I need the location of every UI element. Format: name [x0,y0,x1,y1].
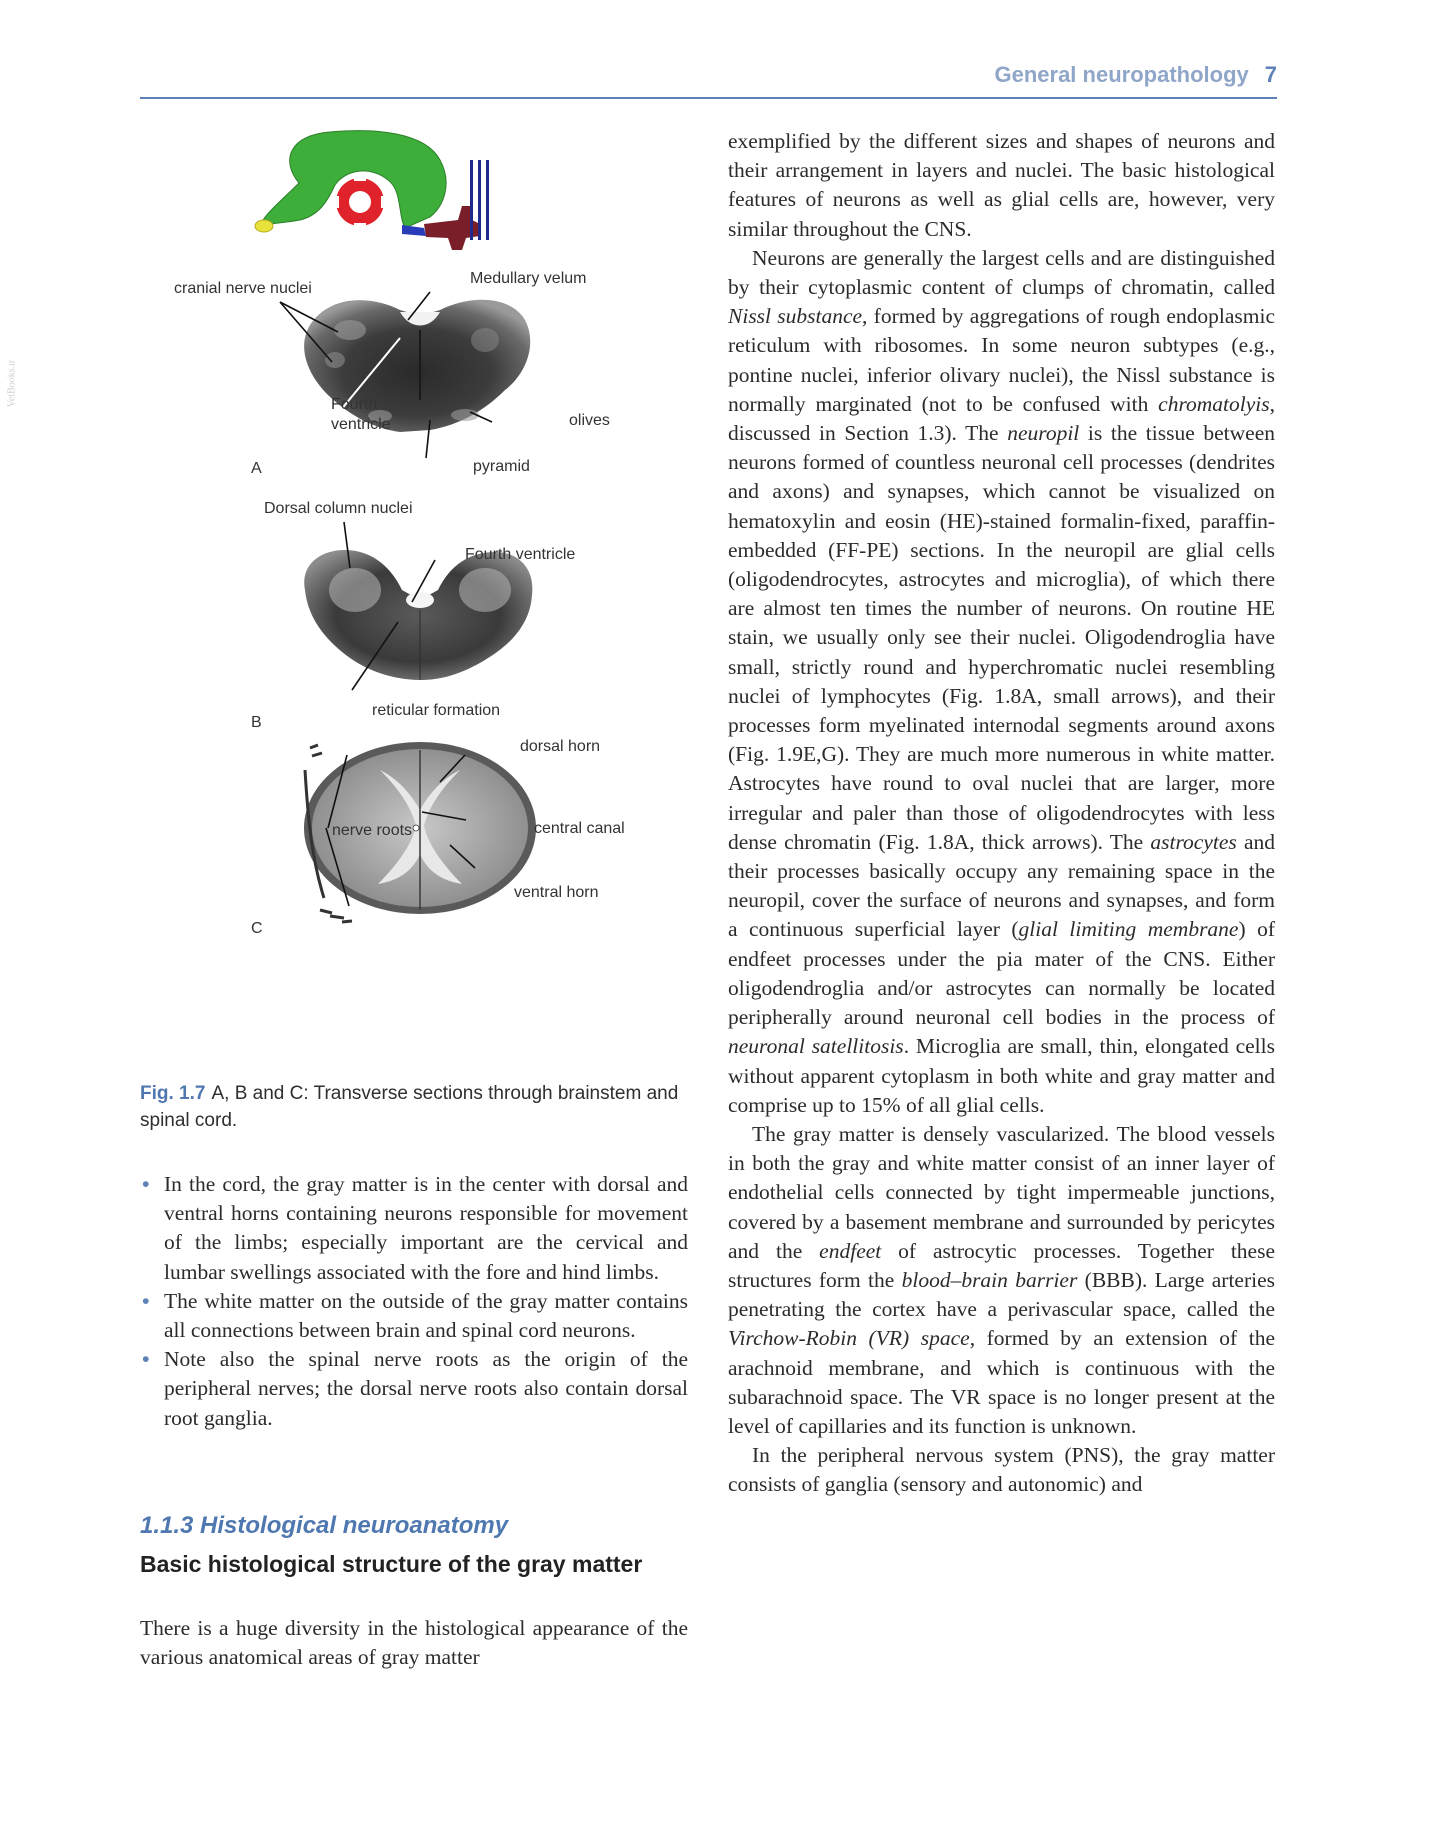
label-medullary-velum: Medullary velum [470,270,587,287]
bullet-item [140,1345,688,1433]
section-b-image [304,550,532,680]
bullet-text: The white matter on the outside of the gray matter contains all connections between brain and spinal cord neurons. [164,1288,688,1343]
left-paragraph: There is a huge diversity in the histological appearance of the various anatomical areas of gray matter [140,1616,688,1670]
panel-label-a: A [251,460,262,477]
label-fourth-ventricle-a-line2: ventricle [331,416,391,433]
watermark-text: VetBooks.ir [6,359,18,408]
running-header-title: General neuropathology [994,62,1249,87]
bullet-list [140,1170,688,1433]
right-column [728,127,1275,1500]
p3-text-d: , formed by an extension of the arachnoid membrane, and which is continuous with the subarachnoid space. The VR space is no longer present at the level of capillaries and its function is unknown. [728,1326,1275,1438]
p2-text-a: Neurons are generally the largest cells and are distinguished by their cytoplasmic content of clumps of chromatin, called [728,245,1275,300]
paragraph-3 [728,1120,1275,1441]
paragraph-1: exemplified by the different sizes and shapes of neurons and their arrangement in layers and nuclei. The basic histological features of neurons as well as glial cells are, however, very similar throughout the CNS. [728,129,1275,241]
watermark [2,346,18,426]
term-blood-brain-barrier: blood–brain barrier [901,1267,1078,1292]
label-nerve-roots: nerve roots [332,822,413,839]
p3-text-a: The gray matter is densely vascularized. The blood vessels in both the gray and white matter consist of an inner layer of endothelial cells connected by tight impermeable junctions, covered by a basement membrane and surrounded by pericytes and the [728,1121,1275,1263]
p3-text-c: (BBB). Large arteries penetrating the cortex have a perivascular space, called the [728,1267,1275,1322]
p2-text-e: and their processes basically occupy any remaining space in the neuropil, cover the surface of neurons and synapses, and form a continuous superficial layer ( [728,829,1275,942]
figure-caption [140,1080,700,1134]
page-number: 7 [1264,62,1277,87]
label-dorsal-column-nuclei: Dorsal column nuclei [264,500,413,517]
panel-label-c: C [251,920,263,937]
term-neuropil: neuropil [1007,421,1080,446]
paragraph-4: In the peripheral nervous system (PNS), the gray matter consists of ganglia (sensory and autonomic) and [728,1443,1275,1497]
p2-text-c: , discussed in Section 1.3). The [728,391,1275,446]
bullet-text: Note also the spinal nerve roots as the origin of the peripheral nerves; the dorsal nerve roots also contain dorsal root ganglia. [164,1347,688,1430]
brainstem-schematic [255,131,489,250]
figure-number: Fig. 1.7 [140,1083,206,1104]
bullet-icon: • [142,1172,150,1196]
red-ring [333,175,387,229]
p2-text-g: . Microglia are small, thin, elongated cells without apparent cytoplasm in both white and gray matter and comprise up to 15% of all glial cells. [728,1034,1275,1117]
label-central-canal: central canal [534,820,625,837]
bullet-icon: • [142,1347,150,1372]
label-cranial-nerve-nuclei: cranial nerve nuclei [174,280,312,297]
label-reticular-formation: reticular formation [372,702,501,719]
term-neuronal-satellitosis: neuronal satellitosis [728,1034,904,1059]
figure-illustration [140,120,700,1070]
label-pyramid: pyramid [473,458,530,475]
subsection-heading: Basic histological structure of the gray matter [140,1551,643,1577]
panel-label-b: B [251,714,262,731]
figure-1-7 [140,120,700,1070]
p3-text-b: of astrocytic processes. Together these structures form the [728,1238,1276,1292]
bullet-item [140,1170,688,1287]
term-glial-limiting-membrane: glial limiting membrane [1018,917,1239,942]
figure-caption-text: A, B and C: Transverse sections through brainstem and spinal cord. [140,1083,679,1131]
paragraph-2 [728,244,1275,1120]
term-chromatolysis: chromatolyis [1158,391,1270,416]
label-dorsal-horn: dorsal horn [520,738,601,755]
bullet-text: In the cord, the gray matter is in the center with dorsal and ventral horns containing neurons responsible for movement of the limbs; especially important are the cervical and lumbar swellings associated with the fore and hind limbs. [164,1172,688,1284]
term-nissl-substance: Nissl substance [728,304,863,329]
section-heading: 1.1.3 Histological neuroanatomy [140,1512,509,1539]
label-ventral-horn: ventral horn [514,884,599,901]
p2-text-b: , formed by aggregations of rough endoplasmic reticulum with ribosomes. In some neuron subtypes (e.g., pontine nuclei, inferior olivary nuclei), the Nissl substance is normally marginated (not to be confused with [728,304,1275,416]
running-header [994,62,1277,88]
bullet-icon: • [142,1288,150,1313]
term-endfeet: endfeet [819,1238,882,1263]
p2-text-f: ) of endfeet processes under the pia mater of the CNS. Either oligodendroglia and/or astrocytes can normally be located peripherally around neuronal cell bodies in the process of [728,917,1275,1030]
label-fourth-ventricle-b: Fourth ventricle [465,546,576,563]
term-virchow-robin-space: Virchow-Robin (VR) space [728,1326,970,1351]
label-fourth-ventricle-a-line1: Fourth [331,396,378,413]
bullet-item [140,1287,688,1345]
label-olives: olives [569,412,610,429]
term-astrocytes: astrocytes [1150,829,1237,854]
header-rule [140,97,1277,99]
p2-text-d: is the tissue between neurons formed of countless neuronal cell processes (dendrites and axons) and synapses, which cannot be visualized on hematoxylin and eosin (HE)-stained formalin-fixed, paraffin-embedded (FF-PE) sections. In the neuropil are glial cells (oligodendrocytes, astrocytes and microglia), of which there are almost ten times the number of neurons. On routine HE stain, we usually only see their nuclei. Oligodendroglia have small, strictly round and hyperchromatic nuclei resembling nuclei of lymphocytes (Fig. 1.8A, small arrows), and their processes form myelinated internodal segments around axons (Fig. 1.9E,G). They are much more numerous in white matter. Astrocytes have round to oval nuclei that are larger, more irregular and paler than those of oligodendrocytes with less dense chromatin (Fig. 1.8A, thick arrows). The [728,421,1275,854]
